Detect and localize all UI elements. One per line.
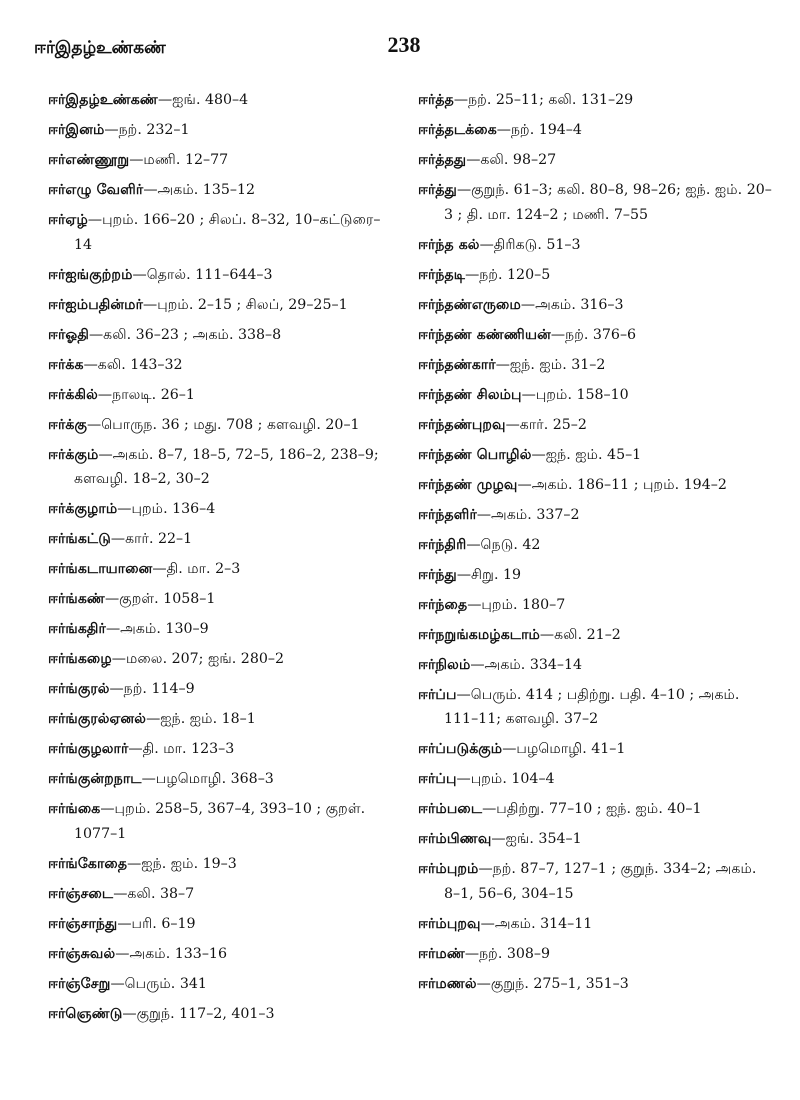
entry-headword: ஈர்எண்ணூறு xyxy=(48,152,130,168)
entry-headword: ஈர்க்கில் xyxy=(48,386,98,403)
right-column xyxy=(418,88,774,1002)
entry-headword: ஈர்ங்குரல்ஏனல் xyxy=(48,711,147,727)
entry-reference: —நற். 308–9 xyxy=(464,945,551,962)
entry-reference: —நற். 194–4 xyxy=(496,122,582,138)
entry-reference: —பதிற்று. 77–10 ; ஐந். ஐம். 40–1 xyxy=(482,801,702,817)
entry-reference: —திரிகடு. 51–3 xyxy=(479,236,581,253)
index-entry xyxy=(418,912,774,937)
index-entry xyxy=(48,972,396,997)
entry-headword: ஈர்ஐங்குற்றம் xyxy=(48,266,133,283)
entry-reference: —ஐந். ஐம். 18–1 xyxy=(146,711,256,727)
entry-headword: ஈர்இதழ்உண்கண் xyxy=(48,92,158,108)
entry-headword: ஈர்ங்குழலார் xyxy=(48,741,129,757)
entry-headword: ஈர்ங்கதிர் xyxy=(48,621,106,637)
entry-reference: —கலி. 38–7 xyxy=(113,885,195,902)
index-entry xyxy=(418,353,774,378)
index-entry xyxy=(48,208,396,257)
entry-reference: —தொல். 111–644–3 xyxy=(132,266,273,283)
entry-headword: ஈர்த்து xyxy=(418,182,457,198)
entry-reference: —அகம். 130–9 xyxy=(105,621,209,637)
entry-reference: —கார். 25–2 xyxy=(505,416,587,433)
index-entry xyxy=(48,587,396,612)
entry-headword: ஈர்நறுங்கமழ்கடாம் xyxy=(418,626,540,643)
index-entry xyxy=(48,1002,396,1027)
entry-reference: —அகம். 314–11 xyxy=(480,915,593,932)
left-column xyxy=(48,88,396,1032)
entry-headword: ஈர்ங்கை xyxy=(48,801,101,817)
index-entry xyxy=(48,293,396,318)
entry-reference: —அகம். 186–11 ; புறம். 194–2 xyxy=(517,476,727,493)
entry-headword: ஈர்ப்ப xyxy=(418,686,457,703)
entry-reference: —குறுந். 61–3; கலி. 80–8, 98–26; ஐந். ஐம். 20–3 ; தி. மா. 124–2 ; மணி. 7–55 xyxy=(444,182,772,223)
index-entry xyxy=(48,263,396,288)
index-entry xyxy=(48,557,396,582)
entry-reference: —தி. மா. 123–3 xyxy=(128,741,235,757)
index-entry xyxy=(418,263,774,288)
entry-reference: —குறுந். 117–2, 401–3 xyxy=(122,1005,275,1022)
index-entry xyxy=(418,857,774,906)
entry-reference: —குறுந். 275–1, 351–3 xyxy=(476,975,629,992)
entry-reference: —கலி. 21–2 xyxy=(539,626,621,643)
entry-headword: ஈர்த்த xyxy=(418,92,454,108)
entry-headword: ஈர்ந்து xyxy=(418,566,457,583)
entry-headword: ஈர்ஞ்சுவல் xyxy=(48,945,116,962)
entry-reference: —புறம். 158–10 xyxy=(521,386,629,403)
entry-reference: —மணி. 12–77 xyxy=(129,152,229,168)
entry-reference: —ஐந். ஐம். 19–3 xyxy=(127,855,237,872)
index-entry xyxy=(418,623,774,648)
entry-headword: ஈர்மணல் xyxy=(418,975,477,992)
index-entry xyxy=(48,677,396,702)
entry-reference: —குறள். 1058–1 xyxy=(104,591,216,607)
entry-reference: —அகம். 135–12 xyxy=(143,182,256,198)
entry-headword: ஈர்ந்தை xyxy=(418,596,468,613)
index-entry xyxy=(418,88,774,113)
entry-reference: —புறம். 166–20 ; சிலப். 8–32, 10–கட்டுரை–14 xyxy=(74,212,381,253)
index-entry xyxy=(418,653,774,678)
index-entry xyxy=(48,413,396,438)
index-entry xyxy=(418,323,774,348)
index-entry xyxy=(418,233,774,258)
entry-headword: ஈர்ம்புறவு xyxy=(418,915,481,932)
index-entry xyxy=(418,293,774,318)
entry-headword: ஈர்ம்பிணவு xyxy=(418,831,492,847)
entry-reference: —ஐங். 480–4 xyxy=(157,92,249,108)
entry-reference: —அகம். 334–14 xyxy=(470,656,583,673)
entry-headword: ஈர்ந்தண்கார் xyxy=(418,356,496,373)
entry-headword: ஈர்ங்கட்டு xyxy=(48,531,111,547)
entry-reference: —புறம். 104–4 xyxy=(456,771,555,787)
index-entry xyxy=(48,527,396,552)
entry-reference: —பரி. 6–19 xyxy=(117,915,196,932)
entry-reference: —அகம். 133–16 xyxy=(115,945,227,962)
index-entry xyxy=(418,178,774,227)
entry-headword: ஈர்ஓதி xyxy=(48,326,89,343)
entry-reference: —அகம். 316–3 xyxy=(520,296,624,313)
entry-reference: —மலை. 207; ஐங். 280–2 xyxy=(111,651,284,667)
entry-headword: ஈர்ப்பு xyxy=(418,771,457,787)
entry-headword: ஈர்க்குழாம் xyxy=(48,501,118,517)
entry-reference: —பெரும். 414 ; பதிற்று. பதி. 4–10 ; அகம். 111–11; களவழி. 37–2 xyxy=(444,686,740,727)
entry-reference: —அகம். 337–2 xyxy=(476,506,580,523)
entry-reference: —பெரும். 341 xyxy=(110,975,207,992)
index-entry xyxy=(48,912,396,937)
index-entry xyxy=(48,617,396,642)
entry-headword: ஈர்ப்படுக்கும் xyxy=(418,741,503,757)
entry-headword: ஈர்த்தது xyxy=(418,152,467,168)
index-entry xyxy=(48,323,396,348)
entry-reference: —நாலடி. 26–1 xyxy=(97,386,195,403)
index-entry xyxy=(418,413,774,438)
entry-reference: —நற். 25–11; கலி. 131–29 xyxy=(453,92,634,108)
entry-reference: —பழமொழி. 368–3 xyxy=(141,771,274,787)
entry-headword: ஈர்ங்கோதை xyxy=(48,855,128,872)
entry-reference: —நற். 232–1 xyxy=(104,122,190,138)
entry-headword: ஈர்இனம் xyxy=(48,122,105,138)
index-entry xyxy=(418,737,774,762)
index-entry xyxy=(48,882,396,907)
entry-headword: ஈர்மண் xyxy=(418,945,465,962)
entry-reference: —நெடு. 42 xyxy=(466,536,541,553)
entry-reference: —புறம். 180–7 xyxy=(467,596,566,613)
entry-headword: ஈர்ம்படை xyxy=(418,801,483,817)
index-entry xyxy=(418,593,774,618)
entry-reference: —நற். 114–9 xyxy=(109,681,195,697)
index-entry xyxy=(48,767,396,792)
running-head: ஈர்இதழ்உண்கண் xyxy=(34,38,166,58)
entry-headword: ஈர்ந்தண் கண்ணியன் xyxy=(418,326,551,343)
index-entry xyxy=(48,797,396,846)
entry-headword: ஈர்ஞ்சாந்து xyxy=(48,915,118,932)
index-entry xyxy=(48,647,396,672)
index-entry xyxy=(418,118,774,143)
entry-reference: —பொருந. 36 ; மது. 708 ; களவழி. 20–1 xyxy=(87,416,360,433)
entry-headword: ஈர்ஏழ் xyxy=(48,212,88,228)
entry-reference: —புறம். 258–5, 367–4, 393–10 ; குறள். 1077–1 xyxy=(74,801,366,842)
entry-headword: ஈர்ந்த கல் xyxy=(418,236,480,253)
entry-headword: ஈர்ந்திரி xyxy=(418,536,467,553)
index-entry xyxy=(48,118,396,143)
index-entry xyxy=(48,443,396,492)
entry-headword: ஈர்ஞெண்டு xyxy=(48,1005,123,1022)
entry-reference: —புறம். 2–15 ; சிலப், 29–25–1 xyxy=(143,296,348,313)
index-entry xyxy=(48,942,396,967)
entry-headword: ஈர்ஞ்சேறு xyxy=(48,975,111,992)
index-entry xyxy=(418,797,774,822)
entry-headword: ஈர்ம்புறம் xyxy=(418,861,479,877)
entry-reference: —கலி. 98–27 xyxy=(466,152,557,168)
entry-headword: ஈர்ந்தடி xyxy=(418,266,466,283)
index-entry xyxy=(418,827,774,852)
index-entry xyxy=(48,88,396,113)
entry-headword: ஈர்ங்கழை xyxy=(48,651,112,667)
entry-headword: ஈர்க்கு xyxy=(48,416,88,433)
index-entry xyxy=(418,767,774,792)
index-entry xyxy=(48,353,396,378)
index-entry xyxy=(418,473,774,498)
entry-reference: —ஐங். 354–1 xyxy=(491,831,582,847)
index-entry xyxy=(48,148,396,173)
entry-reference: —ஐந். ஐம். 45–1 xyxy=(531,446,642,463)
entry-reference: —நற். 87–7, 127–1 ; குறுந். 334–2; அகம். 8–1, 56–6, 304–15 xyxy=(444,861,757,902)
page-number: 238 xyxy=(387,32,421,57)
entry-reference: —கார். 22–1 xyxy=(110,531,193,547)
index-entry xyxy=(418,683,774,732)
index-entry xyxy=(48,737,396,762)
index-entry xyxy=(418,503,774,528)
index-entry xyxy=(418,533,774,558)
entry-headword: ஈர்த்தடக்கை xyxy=(418,122,497,138)
index-entry xyxy=(418,972,774,997)
entry-headword: ஈர்ங்குரல் xyxy=(48,681,110,697)
entry-headword: ஈர்ந்தண் பொழில் xyxy=(418,446,532,463)
index-entry xyxy=(418,942,774,967)
index-entry xyxy=(418,443,774,468)
entry-reference: —அகம். 8–7, 18–5, 72–5, 186–2, 238–9; களவழி. 18–2, 30–2 xyxy=(74,446,379,487)
entry-reference: —ஐந். ஐம். 31–2 xyxy=(495,356,606,373)
index-entry xyxy=(48,383,396,408)
index-entry xyxy=(418,148,774,173)
index-entry xyxy=(48,852,396,877)
entry-reference: —புறம். 136–4 xyxy=(117,501,216,517)
entry-reference: —கலி. 143–32 xyxy=(83,356,183,373)
entry-reference: —சிறு. 19 xyxy=(456,566,522,583)
entry-headword: ஈர்ந்தண் முழவு xyxy=(418,476,518,493)
entry-headword: ஈர்ஐம்பதின்மர் xyxy=(48,296,143,313)
entry-reference: —நற். 376–6 xyxy=(550,326,637,343)
entry-reference: —தி. மா. 2–3 xyxy=(152,561,241,577)
entry-headword: ஈர்ங்கடாயானை xyxy=(48,561,153,577)
entry-headword: ஈர்எழு வேளிர் xyxy=(48,182,144,198)
index-entry xyxy=(418,383,774,408)
entry-headword: ஈர்ங்கண் xyxy=(48,591,105,607)
index-entry xyxy=(48,178,396,203)
entry-headword: ஈர்க்கும் xyxy=(48,446,99,463)
entry-headword: ஈர்ந்தண்புறவு xyxy=(418,416,506,433)
index-entry xyxy=(48,497,396,522)
entry-reference: —கலி. 36–23 ; அகம். 338–8 xyxy=(88,326,282,343)
entry-headword: ஈர்ஞ்சடை xyxy=(48,885,114,902)
entry-headword: ஈர்ங்குன்றநாட xyxy=(48,771,142,787)
entry-headword: ஈர்ந்தண் சிலம்பு xyxy=(418,386,522,403)
entry-headword: ஈர்ந்தளிர் xyxy=(418,506,477,523)
page-header xyxy=(34,30,774,70)
entry-reference: —நற். 120–5 xyxy=(465,266,551,283)
index-entry xyxy=(48,707,396,732)
entry-headword: ஈர்ந்தண்எருமை xyxy=(418,296,521,313)
entry-headword: ஈர்க்க xyxy=(48,356,84,373)
entry-headword: ஈர்நிலம் xyxy=(418,656,471,673)
entry-reference: —பழமொழி. 41–1 xyxy=(502,741,626,757)
index-entry xyxy=(418,563,774,588)
